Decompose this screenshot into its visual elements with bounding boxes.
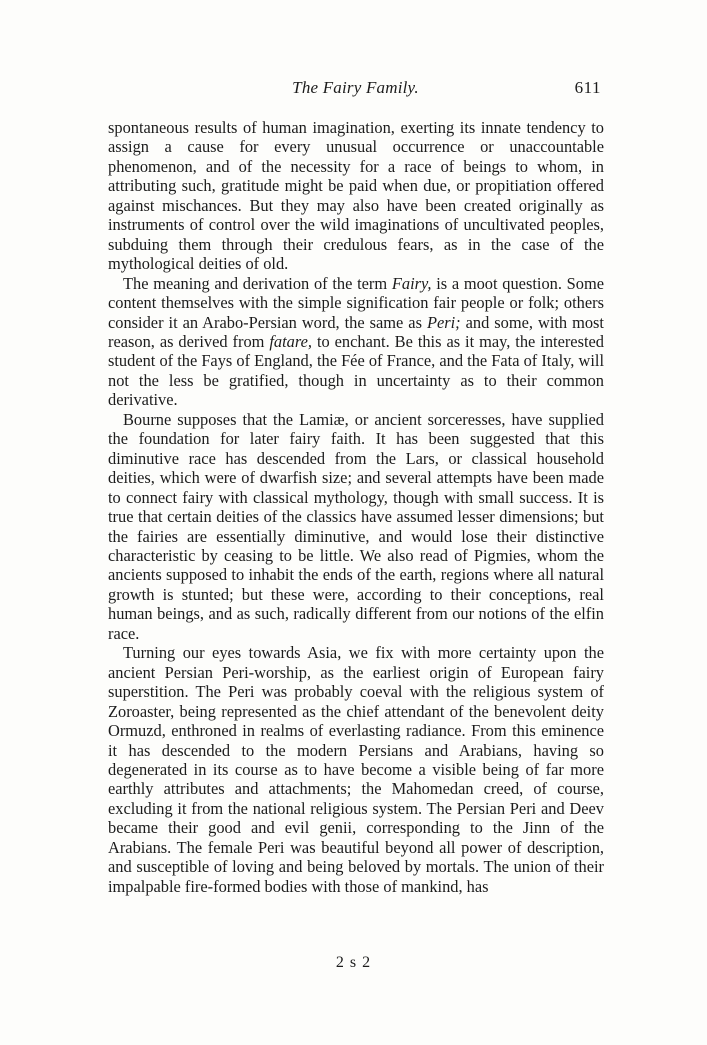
page-number: 611 <box>574 78 601 97</box>
paragraph-continued: spontaneous results of human imagination, exerting its innate tendency to assign a cause for every unusual occurrence or unaccountable phenomenon, and of the necessity for a race of beings to whom, in attributing such, gratitude might be paid when due, or propitiation offered against mischances. But they may also have been created originally as instruments of control over the wild imaginations of uncultivated peoples, subduing them through their credulous fears, as in the case of the mythological deities of old. <box>108 118 604 274</box>
term-fairy: Fairy, <box>391 273 432 293</box>
derivation-text-1: The meaning and derivation of the term <box>123 273 392 293</box>
running-head <box>110 78 601 102</box>
signature-mark: 2 s 2 <box>335 954 372 971</box>
term-peri: Peri; <box>426 312 461 332</box>
paragraph-derivation <box>108 274 604 410</box>
derivation-text-4: to enchant. Be this as it may, the interested student of the Fays of England, the Fée of France, and the Fata of Italy, will not the less be gratified, though in uncertainty as to their common derivative. <box>108 331 604 410</box>
body-text <box>108 118 604 896</box>
paragraph-persian-peri: Turning our eyes towards Asia, we fix with more certainty upon the ancient Persian Peri-worship, as the earliest origin of European fairy superstition. The Peri was probably coeval with the religious system of Zoroaster, being represented as the chief attendant of the benevolent deity Ormuzd, enthroned in realms of everlasting radiance. From this eminence it has descended to the modern Persians and Arabians, having so degenerated in its course as to have become a visible being of far more earthly attributes and attachments; the Mahomedan creed, of course, excluding it from the national religious system. The Persian Peri and Deev became their good and evil genii, corresponding to the Jinn of the Arabians. The female Peri was beautiful beyond all power of description, and susceptible of loving and being beloved by mortals. The union of their impalpable fire-formed bodies with those of mankind, has <box>108 643 604 896</box>
term-fatare: fatare, <box>269 331 312 351</box>
paragraph-bourne: Bourne supposes that the Lamiæ, or ancient sorceresses, have supplied the foundation for later fairy faith. It has been suggested that this diminutive race has descended from the Lars, or classical household deities, which were of dwarfish size; and several attempts have been made to connect fairy with classical mythology, though with small success. It is true that certain deities of the classics have assumed lesser dimensions; but the fairies are essentially diminutive, and would lose their distinctive characteristic by ceasing to be little. We also read of Pigmies, whom the ancients supposed to inhabit the ends of the earth, regions where all natural growth is stunted; but these were, according to their conceptions, real human beings, and as such, radically different from our notions of the elfin race. <box>108 409 604 643</box>
running-title: The Fairy Family. <box>292 78 419 97</box>
derivation-text-2: is a moot question. Some content themselves with the simple signification fair people or folk; others consider it an Arabo-Persian word, the same as <box>108 273 604 332</box>
derivation-text-3: and some, with most reason, as derived from <box>108 312 604 351</box>
